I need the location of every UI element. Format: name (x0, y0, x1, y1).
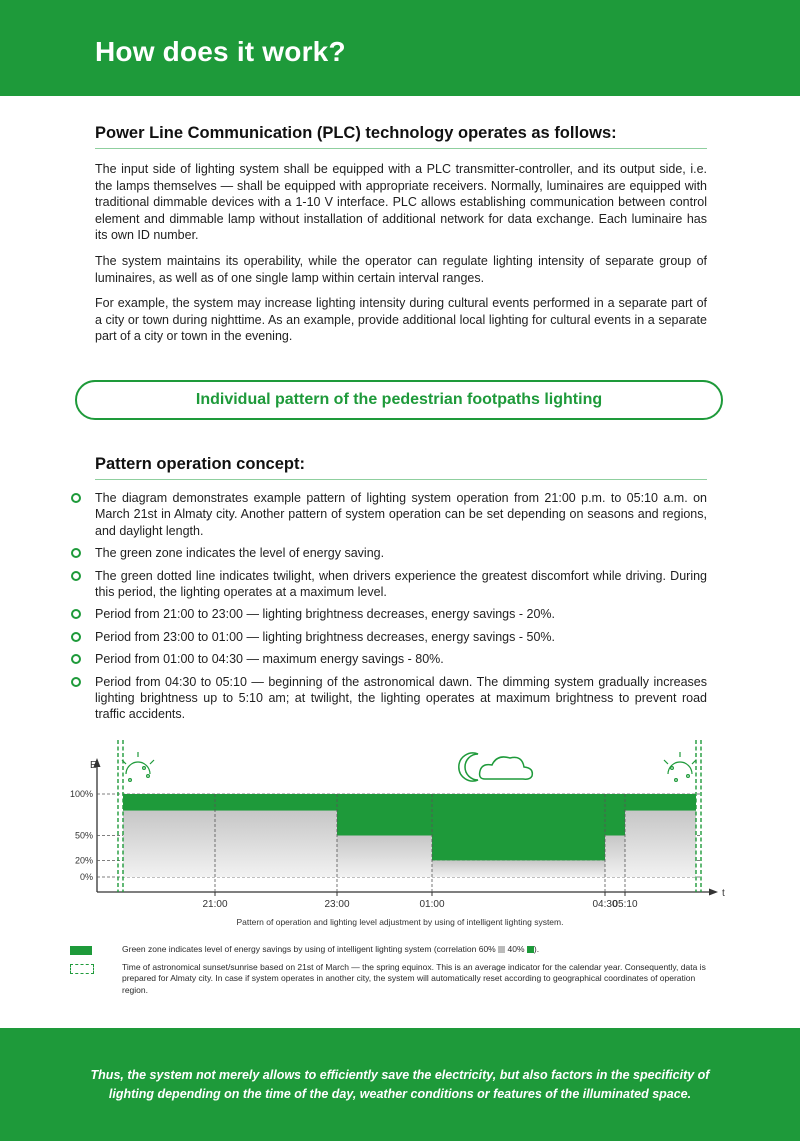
chart-areas (123, 794, 696, 877)
energy-saving-area (123, 794, 215, 811)
y-axis-label: E (90, 760, 97, 771)
circle-bullet-icon (71, 609, 81, 619)
cloud-icon (480, 757, 533, 779)
lighting-level-area (432, 860, 605, 877)
energy-saving-area (432, 794, 605, 860)
energy-saving-area (215, 794, 337, 811)
y-tick-label: 0% (79, 872, 93, 882)
plc-section (95, 124, 707, 345)
list-item: Period from 23:00 to 01:00 — lighting brightness decreases, energy savings - 50%. (95, 629, 707, 645)
concept-bullet-list (95, 490, 707, 723)
chart-caption: Pattern of operation and lighting level adjustment by using of intelligent lighting system. (236, 917, 564, 927)
footer-band (0, 1028, 800, 1141)
sunset-sun-icon (122, 752, 154, 781)
x-tick-label: 04:30 (592, 899, 618, 910)
plc-title: Power Line Communication (PLC) technology operates as follows: (95, 124, 707, 149)
x-tick-label: 05:10 (612, 899, 638, 910)
sunrise-sun-icon (664, 752, 696, 781)
pattern-banner (75, 380, 723, 420)
list-item: The green zone indicates the level of energy saving. (95, 545, 707, 561)
circle-bullet-icon (71, 571, 81, 581)
list-item: Period from 04:30 to 05:10 — beginning of the astronomical dawn. The dimming system gradually increases lighting brightness up to 5:10 am; at twilight, the lighting operates at maximum brightness to prevent road traffic accidents. (95, 674, 707, 723)
list-item: Period from 01:00 to 04:30 — maximum energy savings - 80%. (95, 651, 707, 667)
y-tick-label: 50% (74, 830, 93, 841)
footer-text: Thus, the system not merely allows to efficiently save the electricity, but also factors in the specificity of lighting depending on the time of the day, weather conditions or features of the illuminated space. (90, 1068, 710, 1101)
x-tick-label: 01:00 (419, 899, 445, 910)
concept-title: Pattern operation concept: (95, 455, 707, 480)
y-tick-label: 20% (74, 855, 93, 866)
energy-saving-area (625, 794, 696, 811)
header-band (0, 0, 800, 96)
circle-bullet-icon (71, 677, 81, 687)
circle-bullet-icon (71, 632, 81, 642)
circle-bullet-icon (71, 493, 81, 503)
lighting-level-area (337, 836, 432, 878)
page-title: How does it work? (95, 36, 346, 67)
list-item: The green dotted line indicates twilight, when drivers experience the greatest discomfort while driving. During this period, the lighting operates at a maximum level. (95, 568, 707, 601)
green-swatch-icon (70, 946, 92, 955)
x-tick-label: 23:00 (324, 899, 350, 910)
concept-section (95, 455, 707, 729)
lighting-level-area (605, 836, 625, 878)
x-tick-label: 21:00 (202, 899, 228, 910)
dashed-box-icon (70, 964, 94, 974)
x-tick-labels (202, 899, 637, 910)
plc-paragraph-1: The input side of lighting system shall be equipped with a PLC transmitter-controller, and its output side, i.e. the lamps themselves — shall be equipped with appropriate receivers. Normally, luminaires are equipped with traditional dimmable devices with a 1-10 V interface. PLC allows establishing communication between control element and dimmable lamp without installation of additional network for data exchange. Each luminaire has its own ID number. (95, 162, 707, 243)
moon-icon (459, 753, 478, 781)
y-tick-labels (70, 789, 93, 882)
lighting-level-area (625, 811, 696, 877)
green-square-icon (527, 946, 534, 953)
circle-bullet-icon (71, 548, 81, 558)
plc-paragraph-3: For example, the system may increase lighting intensity during cultural events performed in a separate part of a city or town during nighttime. As an example, provide additional local lighting for cultural events in a separate part of a city or town in the evening. (95, 296, 707, 344)
plc-paragraph-2: The system maintains its operability, while the operator can regulate lighting intensity of separate group of luminaires, as well as of one single lamp within certain interval ranges. (95, 253, 707, 285)
grey-square-icon (498, 946, 505, 953)
pattern-banner-label: Individual pattern of the pedestrian footpaths lighting (195, 391, 603, 408)
circle-bullet-icon (71, 654, 81, 664)
x-axis-label: t (722, 888, 725, 899)
list-item: The diagram demonstrates example pattern of lighting system operation from 21:00 p.m. to 05:10 a.m. on March 21st in Almaty city. Another pattern of system operation can be set depending on seasons and regions, and daylight length. (95, 490, 707, 539)
list-item: Period from 21:00 to 23:00 — lighting brightness decreases, energy savings - 20%. (95, 606, 707, 622)
lighting-level-area (123, 811, 215, 877)
lighting-level-area (215, 811, 337, 877)
energy-saving-area (605, 794, 625, 836)
y-tick-label: 100% (69, 789, 93, 799)
x-axis-arrow-icon (709, 889, 718, 896)
legend-green-zone: Green zone indicates level of energy savings by using of intelligent lighting system (correlation 60% 40% ). (70, 944, 720, 956)
chart-svg (60, 732, 740, 932)
energy-saving-area (337, 794, 432, 836)
legend-dashed-line: Time of astronomical sunset/sunrise based on 21st of March — the spring equinox. This is an average indicator for the calendar year. Consequently, data is prepared for Almaty city. In case if system operates in another city, the system will automatically reset according to geographical coordinates of operation region. (70, 962, 720, 997)
chart-legend (70, 944, 720, 1002)
lighting-pattern-chart (60, 732, 740, 932)
